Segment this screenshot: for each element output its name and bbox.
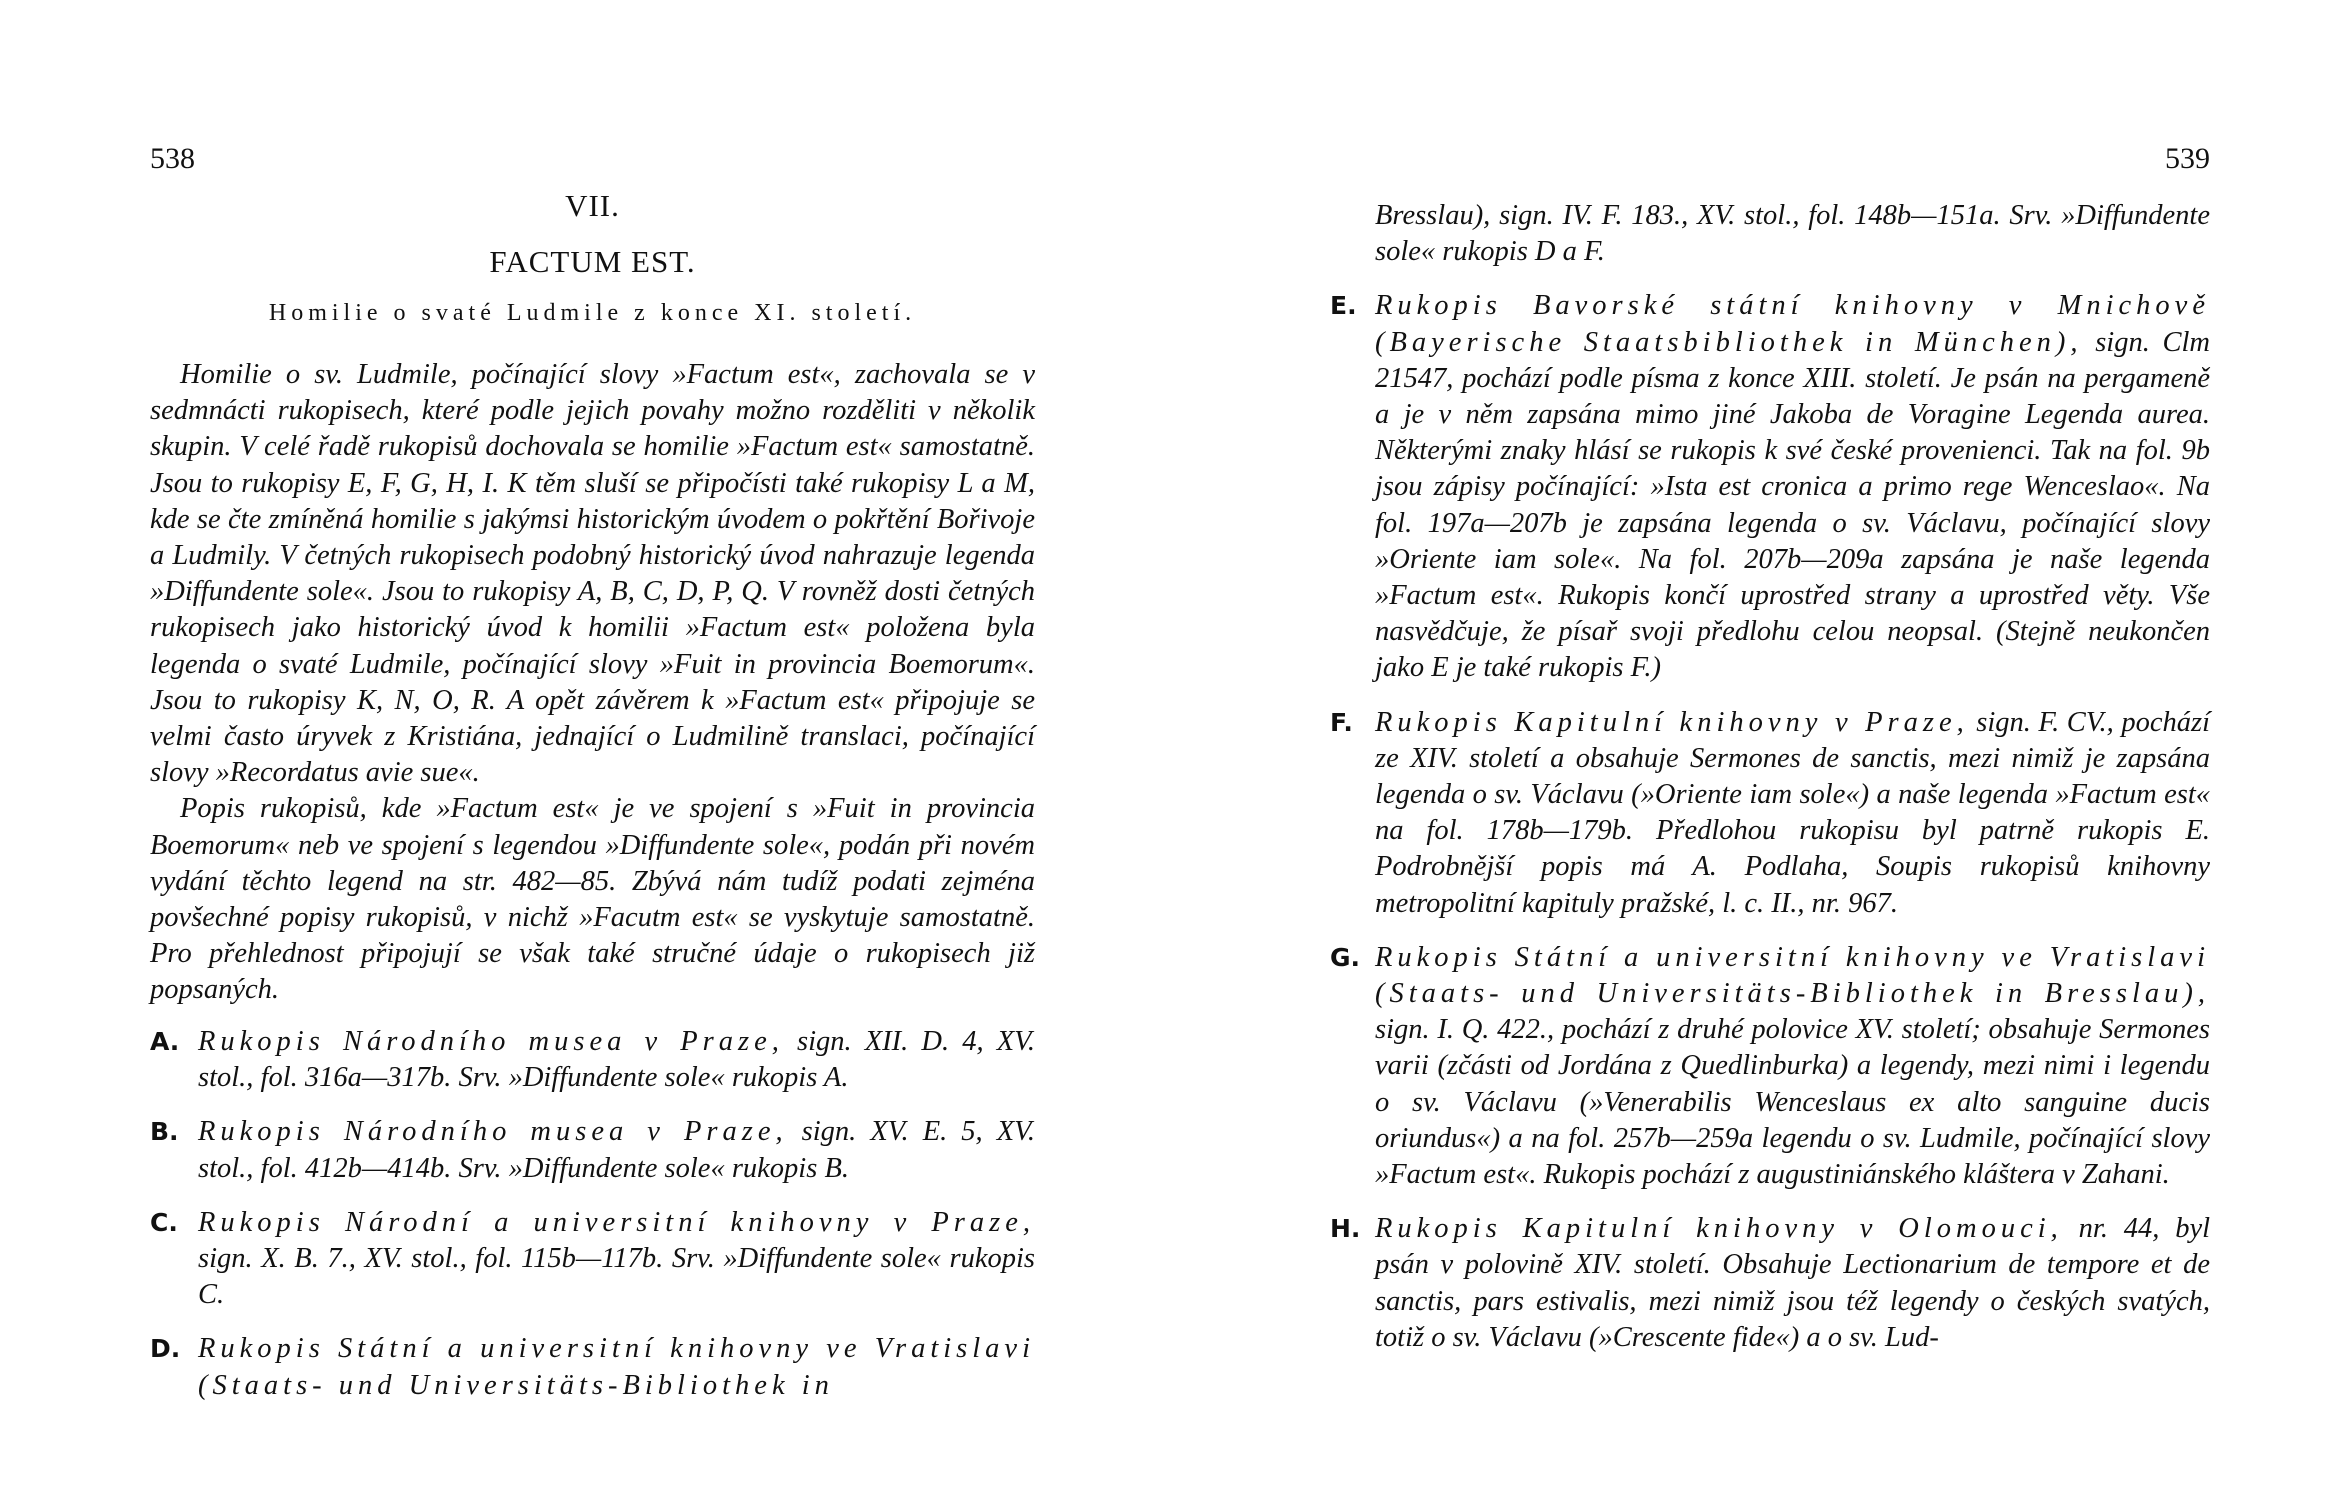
paragraph: Homilie o sv. Ludmile, počínající slovy »Factum est«, zachovala se v sedmnácti rukopisech, které podle jejich povahy možno rozděliti v několik skupin. V celé řadě rukopisů dochovala se homilie »Factum est« samostatně. Jsou to rukopisy E, F, G, H, I. K těm sluší se připočísti také rukopisy L a M, kde se čte zmíněná homilie s jakýmsi historickým úvodem o pokřtění Bořivoje a Ludmily. V četných rukopisech podobný historický úvod nahrazuje legenda »Diffundente sole«. Jsou to rukopisy A, B, C, D, P, Q. V rovněž dosti četných rukopisech jako historický úvod k homilii »Factum est« položena byla legenda o svaté Ludmile, počínající slovy »Fuit in provincia Boemorum«. Jsou to rukopisy K, N, O, R. A opět závěrem k »Factum est« připojuje se velmi často úryvek z Kristiána, jednající o Ludmilině translaci, počínající slovy »Recordatus avie sue«. — [150, 359, 1035, 789]
manuscript-entry-a — [150, 1024, 1035, 1096]
entry-title: Rukopis Národní a universitní knihovny v Praze, — [198, 1206, 1035, 1238]
manuscript-entry-h — [1330, 1211, 2210, 1356]
entry-title: Rukopis Národního musea v Praze, — [198, 1026, 784, 1057]
entry-text: sign. Clm 21547, pochází podle písma z konce XIII. století. Je psán na pergameně a je v něm zapsána mimo jiné Jakoba de Voragine Legenda aurea. Některými znaky hlásí se rukopis k své české provenienci. Tak na fol. 9b jsou zápisy počínající: »Ista est cronica a primo rege Wenceslao«. Na fol. 197a—207b je zapsána legenda o sv. Václavu, počínající slovy »Oriente iam sole«. Na fol. 207b—209a zapsána je naše legenda »Factum est«. Rukopis končí uprostřed strany a uprostřed věty. Vše nasvědčuje, že písař svoji předlohu celou neopsal. (Stejně neukončen jako E je také rukopis F.) — [1375, 326, 2210, 684]
entry-letter: B. — [150, 1117, 179, 1147]
entry-title: Rukopis Kapitulní knihovny v Praze, — [1375, 706, 1969, 738]
left-page — [150, 0, 1035, 1500]
entry-text: sign. X. B. 7., XV. stol., fol. 115b—117b. Srv. »Diffundente sole« rukopis C. — [198, 1243, 1035, 1311]
entry-d-continuation: Bresslau), sign. IV. F. 183., XV. stol., fol. 148b—151a. Srv. »Diffundente sole« rukopis D a F. — [1375, 200, 2210, 268]
chapter-subtitle: Homilie o svaté Ludmile z konce XI. století. — [268, 300, 917, 326]
entry-letter: E. — [1330, 291, 1357, 321]
entry-title: Rukopis Národního musea v Praze, — [198, 1116, 788, 1148]
manuscript-entry-g — [1330, 940, 2210, 1193]
entry-title: Rukopis Bavorské státní knihovny v Mnichově (Bayerische Staatsbibliothek in München), — [1375, 290, 2210, 358]
manuscript-entry-d — [150, 1331, 1035, 1403]
entry-letter: A. — [150, 1027, 180, 1056]
entry-letter: H. — [1330, 1214, 1361, 1244]
entry-text: sign. F. CV., pochází ze XIV. století a obsahuje Sermones de sanctis, mezi nimiž je zapsána legenda o sv. Václavu (»Oriente iam sole«) a naše legenda »Factum est« na fol. 178b—179b. Předlohou rukopisu byl patrně rukopis E. Podrobnější popis má A. Podlaha, Soupis rukopisů knihovny metropolitní kapituly pražské, l. c. II., nr. 967. — [1375, 706, 2210, 919]
manuscript-entry-b — [150, 1114, 1035, 1186]
entry-text: sign. I. Q. 422., pochází z druhé polovice XV. století; obsahuje Sermones varii (zčásti od Jordána z Quedlinburka) a legendy, mezi nimi i legendu o sv. Václavu (»Venerabilis Wenceslaus ex alto sanguine ducis oriundus«) a na fol. 257b—259a legendu o sv. Ludmile, počínající slovy »Factum est«. Rukopis pochází z augustiniánského kláštera v Zahani. — [1375, 1014, 2210, 1191]
manuscript-entry-c — [150, 1205, 1035, 1314]
page-number-right: 539 — [2165, 142, 2210, 175]
manuscript-entry-e — [1330, 288, 2210, 686]
entry-letter: G. — [1330, 942, 1361, 972]
entry-letter: C. — [150, 1207, 178, 1237]
entry-letter: F. — [1330, 707, 1353, 737]
entry-title: Rukopis Státní a universitní knihovny ve Vratislavi (Staats- und Universitäts-Bibliothek in Bresslau), — [1375, 941, 2210, 1010]
manuscript-list-right — [1330, 198, 2210, 1374]
page-number-left: 538 — [150, 142, 195, 175]
entry-title: Rukopis Státní a universitní knihovny ve Vratislavi (Staats- und Universitäts-Bibliothek in — [198, 1333, 1035, 1401]
paragraph: Popis rukopisů, kde »Factum est« je ve spojení s »Fuit in provincia Boemorum« neb ve spojení s legendou »Diffundente sole«, podán při novém vydání těchto legend na str. 482—85. Zbývá nám tudíž podati zejména povšechné popisy rukopisů, v nichž »Facutm est« se vyskytuje samostatně. Pro přehlednost připojují se však také stručné údaje o rukopisech již popsaných. — [150, 793, 1035, 1006]
entry-text: sign. XII. D. 4, XV. stol., fol. 316a—317b. Srv. »Diffundente sole« rukopis A. — [198, 1026, 1035, 1094]
manuscript-entry-f — [1330, 705, 2210, 922]
chapter-number: VII. — [565, 188, 620, 223]
intro-text — [150, 357, 1035, 1009]
entry-letter: D. — [150, 1334, 181, 1364]
entry-text: sign. XV. E. 5, XV. stol., fol. 412b—414b. Srv. »Diffundente sole« rukopis B. — [198, 1116, 1035, 1184]
manuscript-list-left — [150, 1024, 1035, 1422]
right-page — [1330, 0, 2210, 1500]
chapter-title: FACTUM EST. — [489, 244, 696, 279]
entry-text: nr. 44, byl psán v polovině XIV. století. Obsahuje Lectionarium de tempore et de sanctis, pars estivalis, mezi nimiž jsou též legendy o českých svatých, totiž o sv. Václavu (»Crescente fide«) a o sv. Lud- — [1375, 1213, 2211, 1353]
entry-title: Rukopis Kapitulní knihovny v Olomouci, — [1375, 1213, 2063, 1245]
